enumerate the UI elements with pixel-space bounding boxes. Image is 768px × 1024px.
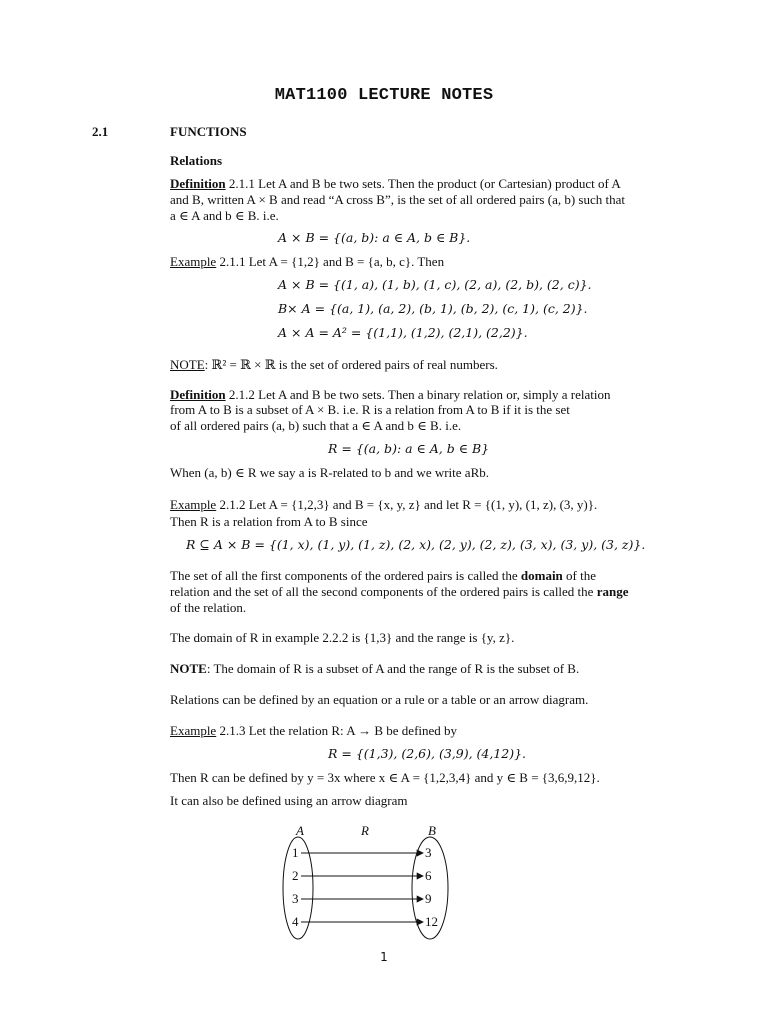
relation-notation: When (a, b) ∈ R we say a is R-related to b and we write aRb.	[170, 465, 489, 480]
definition-2-1-1-line1	[170, 176, 621, 191]
codomain-element: 9	[425, 891, 432, 906]
example-text: 2.1.1 Let A = {1,2} and B = {a, b, c}. Then	[216, 254, 445, 269]
example-2-1-2-line2: Then R is a relation from A to B since	[170, 514, 368, 529]
arrow-diagram	[270, 820, 470, 945]
note-label: NOTE	[170, 357, 205, 372]
domain-text-a: The set of all the first components of the ordered pairs is called the	[170, 568, 521, 583]
domain-text-c: of the	[562, 568, 597, 583]
note-label: NOTE	[170, 661, 207, 676]
example-2-1-3-formula: R = {(1,3), (2,6), (3,9), (4,12)}.	[328, 746, 527, 761]
section-number: 2.1	[92, 124, 109, 139]
example-label: Example	[170, 254, 217, 269]
definition-label: Definition	[170, 387, 226, 402]
range-text-a: relation and the set of all the second components of the ordered pairs is called the	[170, 584, 597, 599]
example-2-1-3-line1	[170, 723, 457, 738]
definition-2-1-2-line1	[170, 387, 610, 402]
example-2-1-1-eq1: A × B = {(1, a), (1, b), (1, c), (2, a), (2, b), (2, c)}.	[278, 277, 592, 292]
example-2-1-3-line3: It can also be defined using an arrow diagram	[170, 793, 408, 808]
example-label: Example	[170, 497, 217, 512]
codomain-element: 3	[425, 845, 432, 860]
page-number: 1	[380, 950, 388, 964]
section-title: FUNCTIONS	[170, 124, 247, 139]
domain-term: domain	[520, 568, 563, 583]
example-text: 2.1.2 Let A = {1,2,3} and B = {x, y, z} and let R = {(1, y), (1, z), (3, y)}.	[216, 497, 598, 512]
domain-element: 4	[292, 914, 299, 929]
example-text: 2.1.3 Let the relation R: A → B be defined by	[216, 723, 458, 738]
subheading-relations: Relations	[170, 153, 222, 168]
domain-example-paragraph: The domain of R in example 2.2.2 is {1,3} and the range is {y, z}.	[170, 630, 515, 645]
relation-formula: R = {(a, b): a ∈ A, b ∈ B}	[328, 441, 490, 456]
range-term: range	[596, 584, 629, 599]
example-label: Example	[170, 723, 217, 738]
example-2-1-1-eq2: B× A = {(a, 1), (a, 2), (b, 1), (b, 2), (c, 1), (c, 2)}.	[278, 301, 588, 316]
domain-paragraph-line1	[170, 568, 596, 583]
set-a-label: A	[296, 823, 304, 838]
note-text: : The domain of R is a subset of A and the range of R is the subset of B.	[206, 661, 580, 676]
cartesian-product-formula: A × B = {(a, b): a ∈ A, b ∈ B}.	[278, 230, 471, 245]
definition-text: 2.1.1 Let A and B be two sets. Then the product (or Cartesian) product of A	[225, 176, 621, 191]
definition-2-1-2-line2: from A to B is a subset of A × B. i.e. R is a relation from A to B if it is the set	[170, 402, 570, 417]
codomain-element: 6	[425, 868, 432, 883]
domain-paragraph-line3: of the relation.	[170, 600, 247, 615]
definition-2-1-2-line3: of all ordered pairs (a, b) such that a ∈ A and b ∈ B. i.e.	[170, 418, 462, 433]
example-2-1-1-eq3: A × A = A² = {(1,1), (1,2), (2,1), (2,2)}.	[278, 325, 528, 340]
domain-paragraph-line2	[170, 584, 628, 599]
domain-element: 2	[292, 868, 299, 883]
example-2-1-3-line2: Then R can be defined by y = 3x where x ∈ A = {1,2,3,4} and y ∈ B = {3,6,9,12}.	[170, 770, 600, 785]
subset-formula: R ⊆ A × B = {(1, x), (1, y), (1, z), (2, x), (2, y), (2, z), (3, x), (3, y), (3, z)}.	[186, 537, 646, 552]
definition-2-1-1-line3: a ∈ A and b ∈ B. i.e.	[170, 208, 279, 223]
document-title: MAT1100 LECTURE NOTES	[274, 86, 494, 105]
domain-element: 3	[292, 891, 299, 906]
example-2-1-1-line	[170, 254, 444, 269]
definition-2-1-1-line2: and B, written A × B and read “A cross B”, is the set of all ordered pairs (a, b) such that	[170, 192, 625, 207]
note-real-numbers	[170, 357, 498, 372]
relation-r-label: R	[361, 823, 369, 838]
definition-text: 2.1.2 Let A and B be two sets. Then a binary relation or, simply a relation	[225, 387, 611, 402]
note-text: : ℝ² = ℝ × ℝ is the set of ordered pairs of real numbers.	[204, 357, 498, 372]
domain-element: 1	[292, 845, 299, 860]
definition-label: Definition	[170, 176, 226, 191]
set-b-label: B	[428, 823, 436, 838]
note-domain-subset	[170, 661, 579, 676]
codomain-element: 12	[425, 914, 438, 929]
relations-defined-paragraph: Relations can be defined by an equation or a rule or a table or an arrow diagram.	[170, 692, 589, 707]
example-2-1-2-line1	[170, 497, 597, 512]
